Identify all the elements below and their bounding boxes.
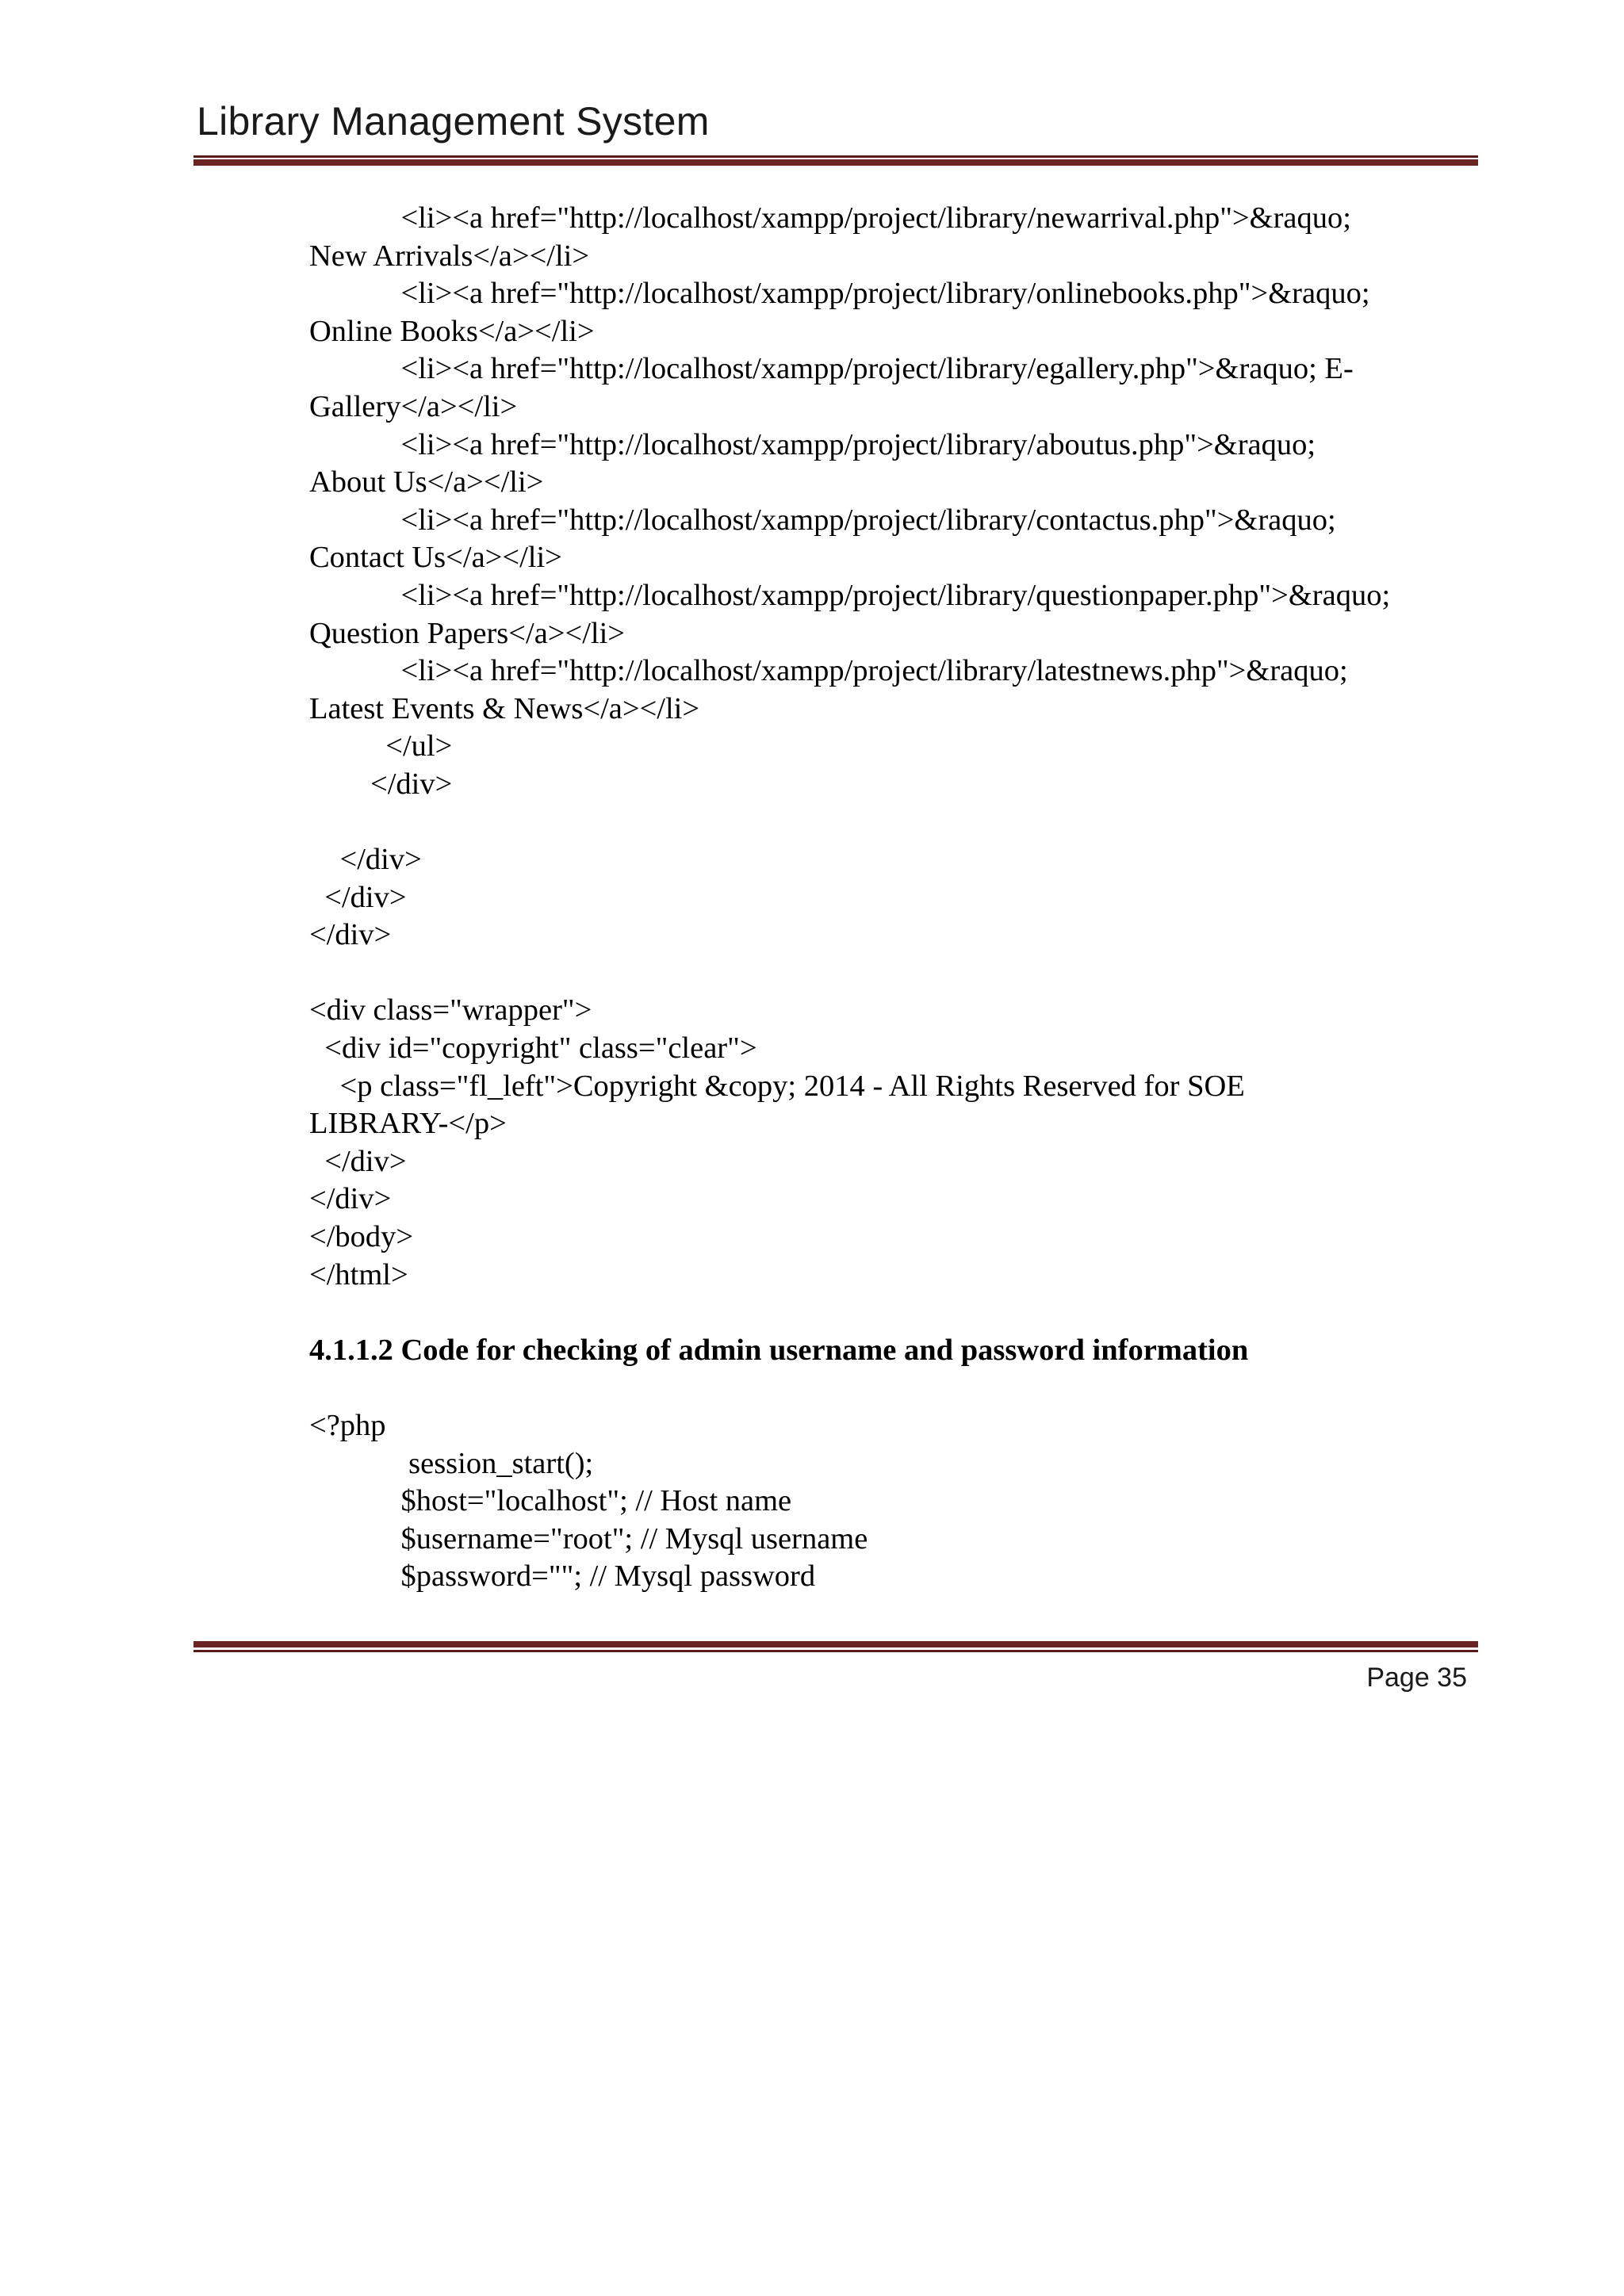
- code-line: Online Books</a></li>: [309, 314, 595, 348]
- code-line: <li><a href="http://localhost/xampp/project/library/latestnews.php">&raquo;: [309, 654, 1348, 688]
- code-line: [309, 804, 1483, 842]
- footer-rule-thin: [193, 1650, 1478, 1652]
- code-line: <li><a href="http://localhost/xampp/project/library/questionpaper.php">&raquo;: [309, 578, 1391, 612]
- header-rule-thin: [193, 155, 1478, 158]
- code-line: <li><a href="http://localhost/xampp/project/library/onlinebooks.php">&raquo;: [309, 277, 1370, 311]
- code-line: [309, 955, 1483, 993]
- code-line: <li><a href="http://localhost/xampp/project/library/egallery.php">&raquo; E-: [309, 352, 1354, 386]
- code-line: <p class="fl_left">Copyright &copy; 2014 - All Rights Reserved for SOE: [309, 1069, 1245, 1103]
- code-line: </html>: [309, 1257, 408, 1292]
- header-rule-thick: [193, 159, 1478, 166]
- document-body: [309, 200, 1483, 1596]
- code-line: </div>: [309, 767, 453, 801]
- code-line: <li><a href="http://localhost/xampp/project/library/aboutus.php">&raquo;: [309, 427, 1316, 461]
- code-line: <div id="copyright" class="clear">: [309, 1031, 757, 1066]
- page-header-title: Library Management System: [197, 99, 710, 144]
- code-line: </div>: [309, 880, 407, 914]
- footer-rule-thick: [193, 1641, 1478, 1647]
- page-number: Page 35: [1366, 1663, 1467, 1693]
- code-line: $host="localhost"; // Host name: [309, 1484, 792, 1518]
- section-heading: 4.1.1.2 Code for checking of admin username and password information: [309, 1333, 1249, 1367]
- code-line: <div class="wrapper">: [309, 993, 592, 1027]
- code-line: Question Papers</a></li>: [309, 616, 626, 650]
- code-line: Gallery</a></li>: [309, 389, 518, 423]
- code-line: </div>: [309, 1182, 392, 1216]
- code-line: </body>: [309, 1220, 414, 1254]
- code-line: Contact Us</a></li>: [309, 541, 562, 575]
- code-line: New Arrivals</a></li>: [309, 239, 590, 273]
- code-line: $password=""; // Mysql password: [309, 1559, 816, 1594]
- code-line: <?php: [309, 1409, 386, 1442]
- code-line: </div>: [309, 1144, 407, 1178]
- code-line: About Us</a></li>: [309, 465, 544, 499]
- code-line: <li><a href="http://localhost/xampp/project/library/newarrival.php">&raquo;: [309, 201, 1351, 235]
- code-line: [309, 1369, 1483, 1407]
- code-line: </div>: [309, 843, 422, 877]
- code-line: session_start();: [309, 1446, 594, 1480]
- code-line: $username="root"; // Mysql username: [309, 1521, 868, 1556]
- code-line: </div>: [309, 918, 392, 952]
- code-line: [309, 1294, 1483, 1332]
- code-line: <li><a href="http://localhost/xampp/project/library/contactus.php">&raquo;: [309, 503, 1336, 537]
- code-line: LIBRARY-</p>: [309, 1107, 507, 1141]
- code-line: </ul>: [309, 729, 453, 763]
- code-line: Latest Events & News</a></li>: [309, 691, 700, 725]
